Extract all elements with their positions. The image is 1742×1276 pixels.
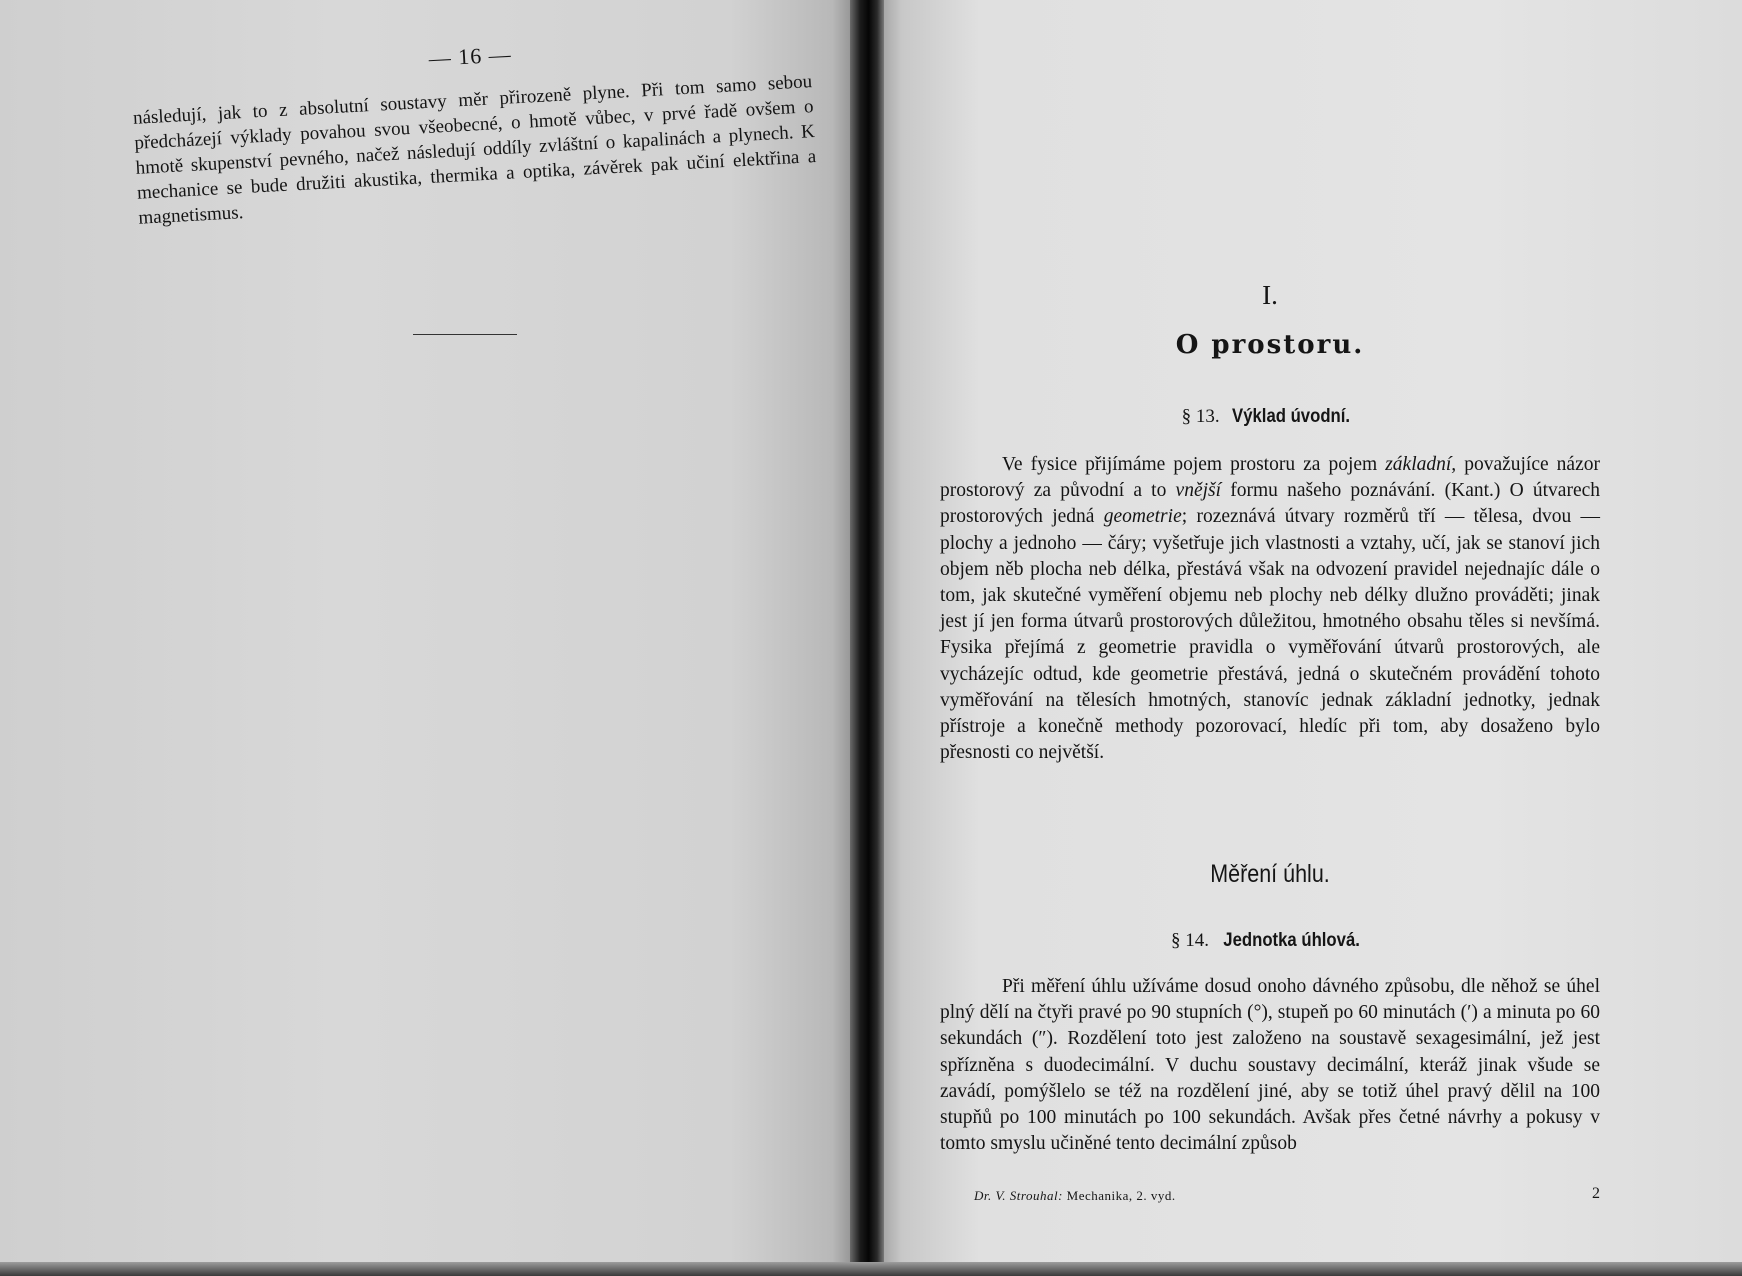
section-number: § 13. (1181, 406, 1220, 427)
para-emphasis: vnější (1175, 480, 1222, 502)
part-title: O prostoru. (1175, 330, 1365, 360)
part-number: I. (1262, 280, 1278, 310)
footer-author: Dr. V. Strouhal: (974, 1188, 1063, 1203)
para-text: považujíce názor prostorový za původní a to (940, 454, 1600, 502)
section-title: Jednotka úhlová. (1223, 930, 1360, 951)
book-bottom-edge (0, 1262, 1742, 1276)
signature-mark: 2 (1592, 1185, 1600, 1202)
chapter-subtitle: Měření úhlu. (1210, 860, 1330, 888)
left-page-paragraph: následují, jak to z absolutní soustavy měr přirozeně plyne. Při tom samo sebou předcházejí výklady povahou svou všeobecné, o hmotě vůbec, v prvé řadě ovšem o hmotě skupenství pevného, načež následují oddíly zvláštní o kapalinách a plynech. K mechanice se bude družiti akustika, thermika a optika, závěrek pak učiní elektřina a magnetismus. (132, 71, 817, 229)
para-text: formu našeho poznávání. (Kant.) O útvarech prostorových jedná (940, 480, 1601, 528)
para-emphasis: geometrie (1103, 506, 1182, 528)
section-heading-14 (940, 930, 1600, 952)
section-number: § 14. (1171, 930, 1210, 951)
section-14-paragraph: Při měření úhlu užíváme dosud onoho dávného způsobu, dle něhož se úhel plný dělí na čtyři pravé po 90 stupních (°), stupeň po 60 minutách (′) a minuta po 60 sekundách (″). Rozdělení toto jest založeno na soustavě sexagesimální, jež jest spřízněna s duodecimální. V duchu soustavy decimální, kteráž jinak všude se zavádí, pomýšlelo se též na rozdělení jiné, aby se totiž úhel pravý dělil na 100 stupňů po 100 minutách po 100 sekundách. Avšak přes četné návrhy a pokusy v tomto smyslu učiněné tento decimální způsob (940, 976, 1600, 1155)
footer-citation (974, 1188, 1176, 1204)
para-text: Ve fysice přijímáme pojem prostoru za pojem (1002, 454, 1386, 475)
left-page-text-block (130, 25, 818, 231)
para-text: ; rozeznává útvary rozměrů tří — tělesa, dvou — plochy a jednoho — čáry; vyšetřuje jich vlastnosti a vztahy, učí, jak se stanoví jich objem něb plocha neb délka, přestává však na odvození pravidel nejednajíc dále o tom, jak skutečné vyměření objemu neb plochy neb délky dlužno prováděti; jinak jest jí jen forma útvarů prostorových důležitou, hmotného obsahu těles si nevšímá. Fysika přejímá z geometrie pravidla o vyměřování útvarů prostorových, ale vycházejíc odtud, kde geometrie přestává, jedná o skutečném provádění tohoto vyměřování na tělesích hmotných, stanovíc jednak základní jednotky, jednak přístroje a konečně methody pozorovací, hledíc při tom, aby dosaženo bylo přesnosti co největší. (940, 506, 1600, 764)
section-divider-rule (413, 334, 517, 335)
footer-work: Mechanika, 2. vyd. (1062, 1188, 1176, 1203)
book-spine-gutter (850, 0, 884, 1276)
page-number: — 16 — (428, 41, 513, 71)
section-title: Výklad úvodní. (1232, 406, 1351, 427)
section-heading-13 (940, 406, 1600, 428)
left-page (0, 0, 858, 1276)
para-emphasis: základní, (1385, 454, 1457, 475)
section-13-paragraph (940, 452, 1600, 766)
